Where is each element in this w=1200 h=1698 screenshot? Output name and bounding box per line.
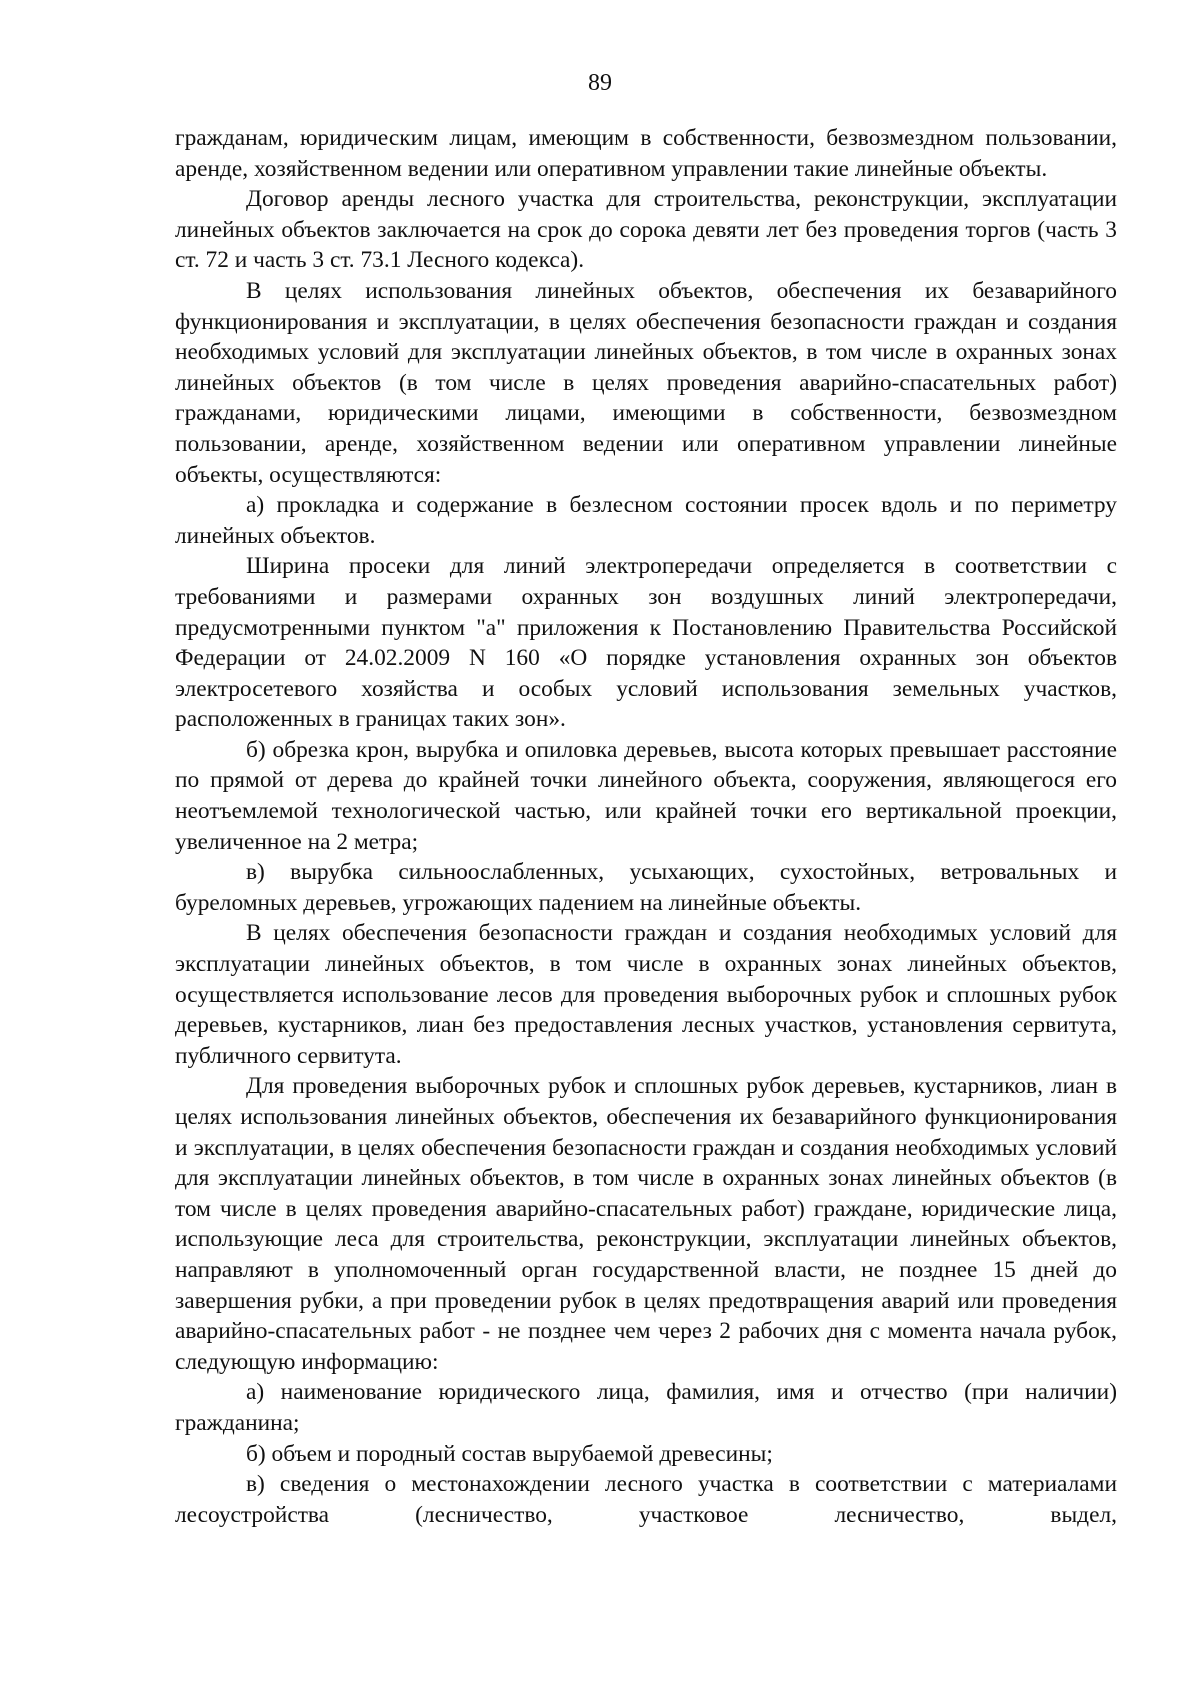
paragraph-lease-agreement: Договор аренды лесного участка для строительства, реконструкции, эксплуатации линейных объектов заключается на срок до сорока девяти лет без проведения торгов (часть 3 ст. 72 и часть 3 ст. 73.1 Лесного кодекса). <box>175 186 1117 274</box>
paragraph-continuation: гражданам, юридическим лицам, имеющим в собственности, безвозмездном пользовании, аренде, хозяйственном ведении или оперативном управлении такие линейные объекты. <box>175 125 1117 182</box>
paragraph-linear-objects-use: В целях использования линейных объектов, обеспечения их безаварийного функционирования и эксплуатации, в целях обеспечения безопасности граждан и создания необходимых условий для эксплуатации линейных объектов, в том числе в охранных зонах линейных объектов (в том числе в целях проведения аварийно-спасательных работ) гражданами, юридическими лицами, имеющими в собственности, безвозмездном пользовании, аренде, хозяйственном ведении или оперативном управлении линейные объекты, осуществляются: <box>175 277 1117 488</box>
paragraph-felling-notification: Для проведения выборочных рубок и сплошных рубок деревьев, кустарников, лиан в целях использования линейных объектов, обеспечения их безаварийного функционирования и эксплуатации, в целях обеспечения безопасности граждан и создания необходимых условий для эксплуатации линейных объектов, в том числе в охранных зонах линейных объектов (в том числе в целях проведения аварийно-спасательных работ) граждане, юридические лица, использующие леса для строительства, реконструкции, эксплуатации линейных объектов, направляют в уполномоченный орган государственной власти, не позднее 15 дней до завершения рубки, а при проведении рубок в целях предотвращения аварий или проведения аварийно-спасательных работ - не позднее чем через 2 рабочих дня с момента начала рубок, следующую информацию: <box>175 1073 1117 1375</box>
document-body <box>175 123 1117 1530</box>
paragraph-clearing-width: Ширина просеки для линий электропередачи определяется в соответствии с требованиями и размерами охранных зон воздушных линий электропередачи, предусмотренными пунктом "а" приложения к Постановлению Правительства Российской Федерации от 24.02.2009 N 160 «О порядке установления охранных зон объектов электросетевого хозяйства и особых условий использования земельных участков, расположенных в границах таких зон». <box>175 553 1117 733</box>
list-item-c-location: в) сведения о местонахождении лесного участка в соответствии с материалами лесоустройства (лесничество, участковое лесничество, выдел, <box>175 1471 1117 1528</box>
list-item-a-clearing: а) прокладка и содержание в безлесном состоянии просек вдоль и по периметру линейных объектов. <box>175 492 1117 549</box>
page-number: 89 <box>588 70 612 96</box>
list-item-b-volume: б) объем и породный состав вырубаемой древесины; <box>246 1440 773 1467</box>
list-item-c-felling: в) вырубка сильноослабленных, усыхающих, сухостойных, ветровальных и буреломных деревьев, угрожающих падением на линейные объекты. <box>175 859 1117 916</box>
paragraph-safety-felling: В целях обеспечения безопасности граждан и создания необходимых условий для эксплуатации линейных объектов, в том числе в охранных зонах линейных объектов, осуществляется использование лесов для проведения выборочных рубок и сплошных рубок деревьев, кустарников, лиан без предоставления лесных участков, установления сервитута, публичного сервитута. <box>175 920 1117 1069</box>
list-item-a-name: а) наименование юридического лица, фамилия, имя и отчество (при наличии) гражданина; <box>175 1379 1117 1436</box>
list-item-b-trimming: б) обрезка крон, вырубка и опиловка деревьев, высота которых превышает расстояние по прямой от дерева до крайней точки линейного объекта, сооружения, являющегося его неотъемлемой технологической частью, или крайней точки его вертикальной проекции, увеличенное на 2 метра; <box>175 736 1117 855</box>
